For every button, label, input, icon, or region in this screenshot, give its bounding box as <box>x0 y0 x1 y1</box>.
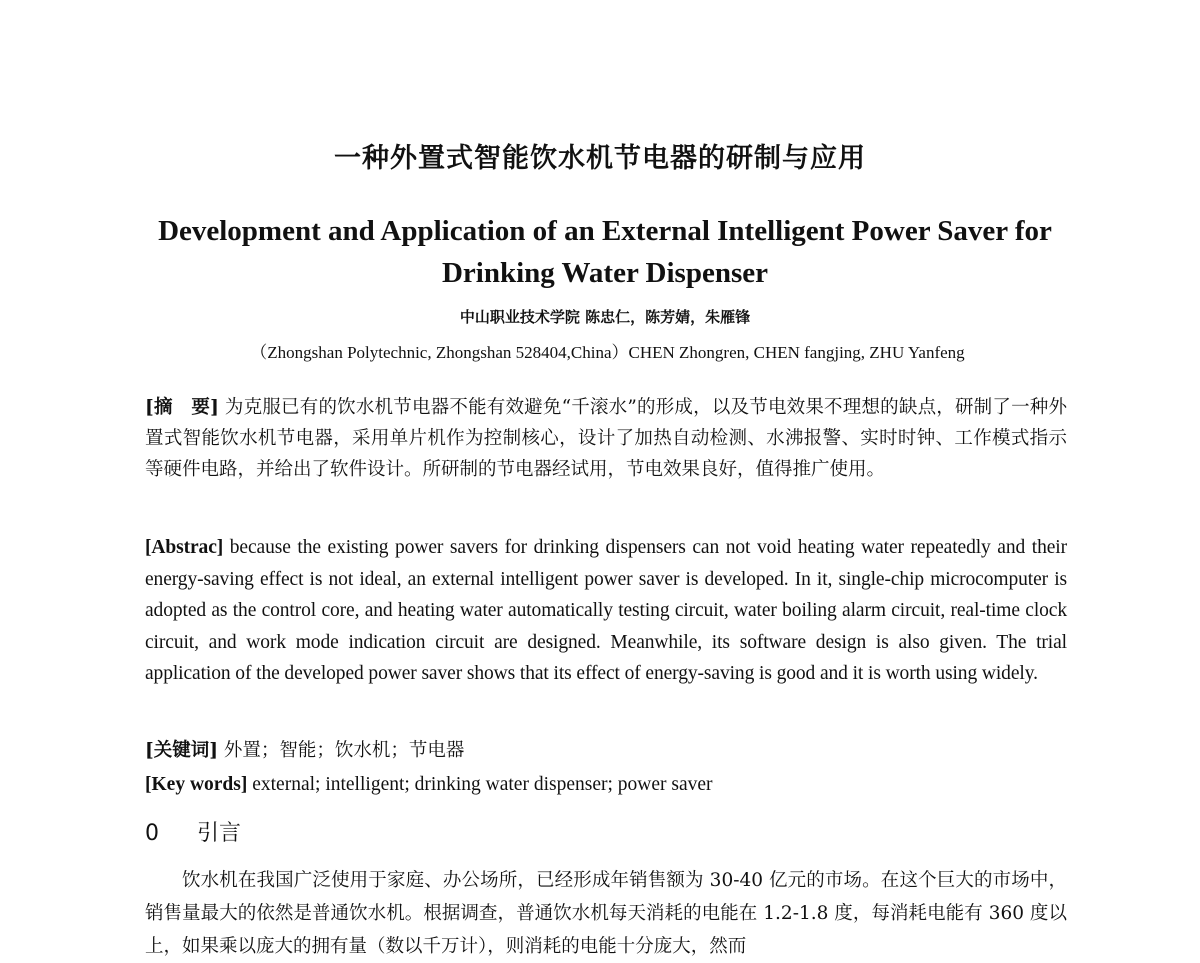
keywords-chinese-text: 外置；智能；饮水机；节电器 <box>223 740 465 761</box>
abstract-chinese-text: 为克服已有的饮水机节电器不能有效避免“千滚水”的形成，以及节电效果不理想的缺点，研制了一种外置式智能饮水机节电器，采用单片机作为控制核心，设计了加热自动检测、水沸报警、实时时钟、工作模式指示等硬件电路，并给出了软件设计。所研制的节电器经试用，节电效果良好，值得推广使用。 <box>145 397 1067 480</box>
title-english: Development and Application of an External Intelligent Power Saver for Drinking Water Dispenser <box>158 215 1052 289</box>
body-paragraph: 饮水机在我国广泛使用于家庭、办公场所，已经形成年销售额为 30-40 亿元的市场。在这个巨大的市场中，销售量最大的依然是普通饮水机。根据调查，普通饮水机每天消耗的电能在 1.2-1.8 度，每消耗电能有 360 度以上，如果乘以庞大的拥有量（数以千万计），则消耗的电能十分庞大，然而 <box>145 870 1067 957</box>
keywords-chinese-label: [关键词] <box>145 740 219 761</box>
title-chinese: 一种外置式智能饮水机节电器的研制与应用 <box>334 143 866 174</box>
keywords-english-text: external; intelligent; drinking water dispenser; power saver <box>252 774 713 795</box>
section-title: 引言 <box>197 821 242 846</box>
affiliation-chinese: 中山职业技术学院 陈忠仁，陈芳婧，朱雁锋 <box>459 308 751 326</box>
abstract-english-text: because the existing power savers for drinking dispensers can not void heating water repeatedly and their energy-saving effect is not ideal, an external intelligent power saver is developed. In it, single-chip microcomputer is adopted as the control core, and heating water automatically testing circuit, water boiling alarm circuit, real-time clock circuit, and work mode indication circuit are designed. Meanwhile, its software design is also given. The trial application of the developed power saver shows that its effect of energy-saving is good and it is worth using widely. <box>145 537 1067 684</box>
abstract-chinese-label: [摘 要] <box>145 397 219 418</box>
abstract-chinese <box>145 392 1067 485</box>
abstract-english <box>145 532 1067 690</box>
keywords-chinese <box>145 736 1067 766</box>
affiliation-english: （Zhongshan Polytechnic, Zhongshan 528404,China）CHEN Zhongren, CHEN fangjing, ZHU Yanfeng <box>250 343 965 362</box>
keywords-english-label: [Key words] <box>145 774 248 795</box>
keywords-english <box>145 770 1067 800</box>
section-heading <box>145 816 241 847</box>
abstract-english-label: [Abstrac] <box>145 537 224 558</box>
section-number: 0 <box>145 821 159 846</box>
